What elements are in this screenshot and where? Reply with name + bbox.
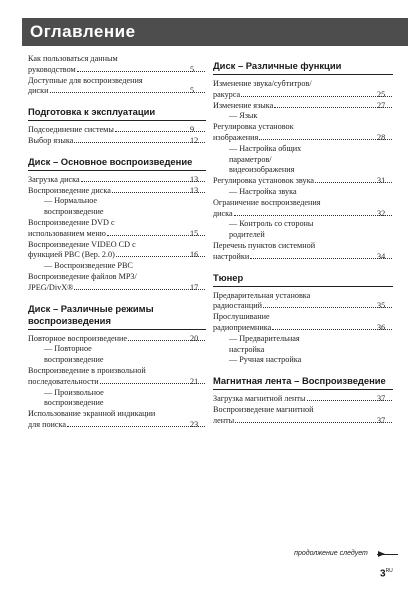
toc-entry[interactable] (28, 218, 206, 240)
toc-entry[interactable] (213, 176, 393, 187)
toc-entry[interactable] (213, 405, 393, 427)
toc-entry[interactable] (28, 334, 206, 345)
toc-subentry[interactable] (28, 344, 206, 366)
toc-entry-text: воспроизведение (44, 207, 104, 217)
leader-dots (235, 422, 392, 423)
toc-entry-text: Загрузка диска (28, 174, 80, 184)
toc-entry-text: параметров/ (229, 154, 272, 164)
toc-entry-text: Доступные для воспроизведения (28, 75, 143, 85)
toc-entry-text: Как пользоваться данным (28, 54, 118, 63)
toc-entry-text: Изменение языка (213, 100, 274, 110)
toc-leader-line: Загрузка диска 13 (44, 175, 206, 186)
toc-leader-line: JPEG/DivX® 17 (44, 283, 206, 294)
toc-leader-line: функцией PBC (Вер. 2.0) 16 (44, 250, 206, 261)
toc-subentry[interactable] (213, 355, 393, 366)
toc-entry-text: — Настройка общих (229, 143, 302, 153)
toc-leader-line: последовательности 21 (44, 377, 206, 388)
toc-entry-text: диски (28, 86, 49, 96)
toc-entry-text: изображения (213, 132, 259, 142)
toc-entry-text: Прослушивание (213, 312, 270, 322)
toc-entry[interactable] (28, 54, 206, 76)
toc-entry-text: настройки (213, 251, 250, 261)
toc-entry[interactable] (213, 241, 393, 263)
toc-entry[interactable] (213, 79, 393, 101)
toc-entry-list (213, 79, 393, 263)
arrow-right-icon (378, 551, 385, 557)
toc-entry[interactable] (28, 186, 206, 197)
toc-leader-line: изображения 28 (229, 133, 393, 144)
leader-dots (234, 215, 392, 216)
toc-entry-list (28, 125, 206, 147)
toc-subentry[interactable] (213, 219, 393, 241)
toc-subentry[interactable] (213, 111, 393, 122)
toc-leader-line: Воспроизведение диска 13 (44, 186, 206, 197)
section-heading: Диск – Различные функции (213, 60, 393, 75)
toc-entry-text: Воспроизведение диска (28, 185, 111, 195)
toc-subentry[interactable] (213, 144, 393, 176)
toc-entry-list (28, 54, 206, 97)
toc-leader-line: настройки 34 (229, 252, 393, 263)
toc-leader-line: Изменение языка 27 (229, 101, 393, 112)
toc-leader-line: ракурса 25 (229, 90, 393, 101)
toc-entry-text: — Настройка звука (229, 186, 297, 196)
toc-entry-text: воспроизведение (44, 355, 104, 365)
toc-entry-list (213, 291, 393, 367)
toc-entry[interactable] (213, 312, 393, 334)
toc-entry-text: Воспроизведение VIDEO CD с (28, 239, 136, 249)
toc-entry-text: использованием меню (28, 228, 106, 238)
section-heading: Подготовка к эксплуатации (28, 106, 206, 121)
toc-entry-text: Предварительная установка (213, 290, 311, 300)
toc-entry-text: последовательности (28, 376, 99, 386)
toc-entry[interactable] (28, 240, 206, 262)
toc-leader-line: Загрузка магнитной ленты 37 (229, 394, 393, 405)
toc-subentry[interactable] (213, 187, 393, 198)
toc-entry[interactable] (28, 175, 206, 186)
toc-leader-line: для поиска 23 (44, 420, 206, 431)
leader-dots (241, 96, 392, 97)
toc-entry-text: радиоприемника (213, 322, 272, 332)
toc-entry-text: — Ручная настройка (229, 355, 302, 365)
toc-entry[interactable] (28, 76, 206, 98)
toc-entry-text: — Предварительная (229, 333, 300, 343)
toc-entry[interactable] (28, 125, 206, 136)
toc-entry[interactable] (28, 136, 206, 147)
leader-dots (259, 139, 392, 140)
page-title: Оглавление (22, 18, 408, 46)
toc-leader-line: Подсоединение системы 9 (44, 125, 206, 136)
toc-subentry[interactable] (28, 196, 206, 218)
toc-entry-text: Воспроизведение магнитной (213, 404, 314, 414)
toc-entry-list (28, 175, 206, 294)
toc-subentry[interactable] (28, 388, 206, 410)
toc-entry-text: Подсоединение системы (28, 125, 114, 135)
toc-entry[interactable] (28, 409, 206, 431)
leader-dots (50, 92, 205, 93)
toc-entry-text: — Язык (229, 111, 258, 121)
section-heading: Магнитная лента – Воспроизведение (213, 375, 393, 390)
toc-leader-line: Повторное воспроизведение 20 (44, 334, 206, 345)
toc-entry-text: — Контроль со стороны (229, 219, 314, 229)
section-heading: Диск – Основное воспроизведение (28, 156, 206, 171)
toc-entry-text: JPEG/DivX® (28, 282, 74, 292)
toc-entry-text: воспроизведение (44, 398, 104, 408)
leader-dots (81, 181, 205, 182)
leader-dots (67, 426, 205, 427)
page-number (380, 568, 393, 579)
toc-entry[interactable] (28, 366, 206, 388)
toc-entry-text: — Воспроизведение PBC (44, 261, 133, 271)
toc-entry-text: Загрузка магнитной ленты (213, 394, 306, 404)
toc-entry-text: Перечень пунктов системной (213, 240, 316, 250)
toc-leader-line: радиоприемника 36 (229, 323, 393, 334)
toc-leader-line: радиостанций 35 (229, 301, 393, 312)
toc-entry-text: ленты (213, 415, 235, 425)
toc-entry-text: Ограничение воспроизведения (213, 197, 321, 207)
leader-dots (74, 142, 205, 143)
toc-entry-text: видеоизображения (229, 165, 295, 175)
toc-entry-text: настройка (229, 344, 265, 354)
toc-leader-line: Выбор языка 12 (44, 136, 206, 147)
toc-entry-text: для поиска (28, 419, 67, 429)
toc-entry[interactable] (213, 101, 393, 112)
leader-dots (263, 307, 392, 308)
section-heading: Диск – Различные режимы воспроизведения (28, 303, 206, 330)
toc-entry-text: Повторное воспроизведение (28, 333, 128, 343)
toc-entry-text: диска (213, 208, 233, 218)
toc-entry-text: Выбор языка (28, 135, 74, 145)
toc-entry[interactable] (213, 291, 393, 313)
toc-right-column (213, 50, 393, 427)
page-number-suffix: RU (385, 568, 393, 574)
leader-dots (74, 289, 205, 290)
toc-entry[interactable] (213, 394, 393, 405)
leader-dots (272, 329, 392, 330)
toc-leader-line: диски 5 (44, 86, 206, 97)
toc-entry-text: Использование экранной индикации (28, 409, 156, 419)
toc-entry-text: — Повторное (44, 344, 92, 354)
toc-entry-text: — Нормальное (44, 196, 98, 206)
toc-subentry[interactable] (213, 334, 393, 356)
toc-entry-text: Воспроизведение файлов MP3/ (28, 271, 137, 281)
toc-entry-text: ракурса (213, 89, 241, 99)
toc-entry-list (28, 334, 206, 431)
toc-entry-text: Изменение звука/субтитров/ (213, 79, 312, 88)
toc-leader-line: использованием меню 15 (44, 229, 206, 240)
toc-entry-text: — Произвольное (44, 387, 104, 397)
toc-entry-text: Воспроизведение DVD с (28, 217, 115, 227)
section-heading: Тюнер (213, 272, 393, 287)
leader-dots (250, 258, 392, 259)
toc-leader-line: руководством 5 (44, 65, 206, 76)
toc-entry[interactable] (213, 198, 393, 220)
toc-entry-text: Регулировка установок звука (213, 176, 315, 186)
toc-entry-text: Регулировка установок (213, 122, 294, 132)
toc-entry[interactable] (213, 122, 393, 144)
continued-label: продолжение следует (285, 549, 377, 559)
leader-dots (274, 107, 392, 108)
toc-entry[interactable] (28, 272, 206, 294)
toc-entry-list (213, 394, 393, 426)
leader-dots (77, 71, 205, 72)
toc-subentry[interactable] (28, 261, 206, 272)
toc-entry-text: Воспроизведение в произвольной (28, 365, 146, 375)
toc-left-column (28, 50, 206, 431)
toc-entry-text: функцией PBC (Вер. 2.0) (28, 250, 115, 260)
toc-leader-line: ленты 37 (229, 416, 393, 427)
toc-entry-text: руководством (28, 64, 76, 74)
toc-entry-text: радиостанций (213, 301, 263, 311)
toc-leader-line: Регулировка установок звука 31 (229, 176, 393, 187)
toc-leader-line: диска 32 (229, 209, 393, 220)
toc-entry-text: родителей (229, 230, 265, 240)
page-number-value: 3 (380, 568, 386, 580)
